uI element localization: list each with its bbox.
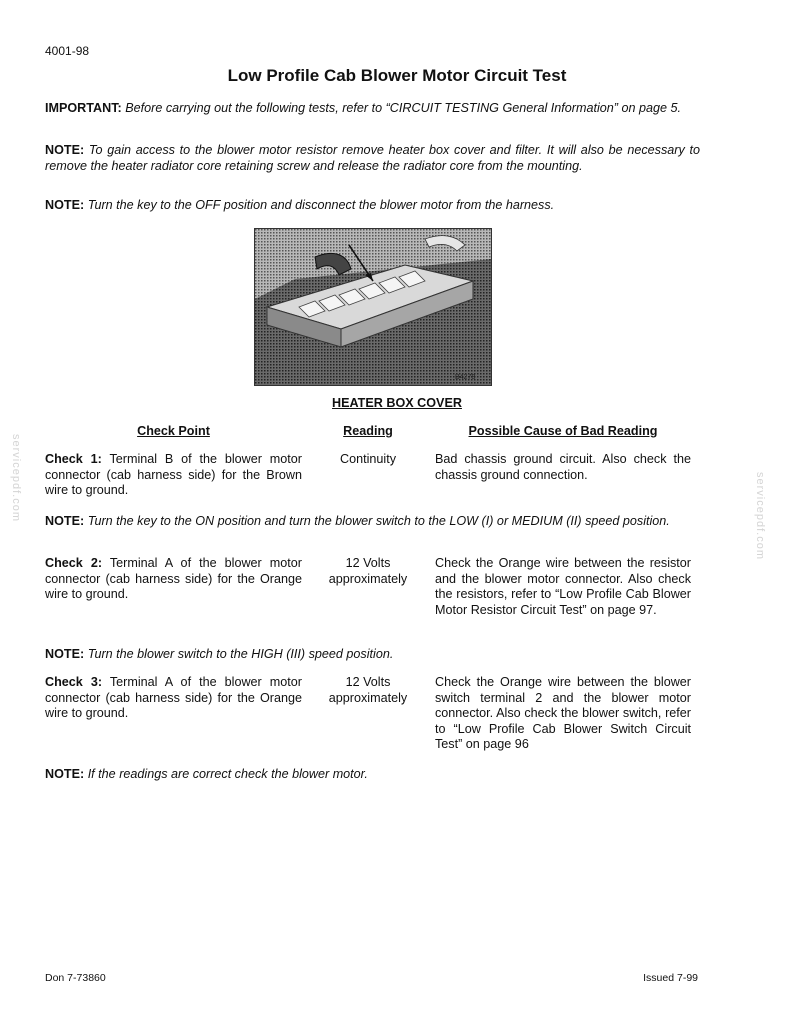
check-2-point [45, 556, 302, 603]
check-2-label: Check 2: [45, 556, 103, 570]
note-label: NOTE: [45, 647, 85, 661]
high-speed-note-text: Turn the blower switch to the HIGH (III) speed position. [87, 647, 394, 661]
check-3-label: Check 3: [45, 675, 103, 689]
check-1-point [45, 452, 302, 499]
footer-doc-ref: Don 7-73860 [45, 972, 106, 984]
check-3-reading-value: 12 Volts [345, 675, 391, 689]
heater-box-photo [254, 228, 492, 386]
page-title: Low Profile Cab Blower Motor Circuit Test [227, 66, 567, 85]
footer-issue-date: Issued 7-99 [643, 972, 698, 984]
check-3-cause: Check the Orange wire between the blower switch terminal 2 and the blower motor connector. Also check the blower switch, refer to “Low Profile Cab Blower Switch Circuit Test” on page 96 [435, 675, 691, 751]
note-label: NOTE: [45, 767, 85, 781]
key-off-note [45, 198, 700, 214]
col-header-check-point: Check Point [137, 424, 210, 438]
check-2-reading-qualifier: approximately [328, 571, 408, 586]
col-header-cause: Possible Cause of Bad Reading [468, 424, 658, 438]
check-1-cause: Bad chassis ground circuit. Also check the chassis ground connection. [435, 452, 691, 482]
important-note [45, 101, 700, 117]
check-3-reading-qualifier: approximately [328, 690, 408, 705]
access-note-text: To gain access to the blower motor resistor remove heater box cover and filter. It will also be necessary to remove the heater radiator core retaining screw and release the radiator core from the mounting. [45, 143, 701, 173]
check-3-point-text: Terminal A of the blower motor connector (cab harness side) for the Orange wire to ground. [45, 675, 302, 720]
check-2-reading [318, 556, 418, 587]
figure-tag: B4278 [455, 374, 476, 381]
check-2-cause: Check the Orange wire between the resistor and the blower motor connector. Also check the resistors, refer to “Low Profile Cab Blower Motor Resistor Circuit Test” on page 97. [435, 556, 691, 617]
heater-box-illustration [255, 229, 491, 385]
figure-caption: HEATER BOX COVER [332, 396, 462, 410]
col-header-reading: Reading [343, 424, 393, 438]
check-3-point [45, 675, 302, 722]
important-text: Before carrying out the following tests, refer to “CIRCUIT TESTING General Information” on page 5. [125, 101, 681, 115]
key-on-note [45, 514, 700, 530]
watermark-left: servicepdf.com [9, 434, 22, 522]
document-number: 4001-98 [45, 44, 90, 58]
check-1-reading: Continuity [339, 452, 396, 466]
high-speed-note [45, 647, 700, 663]
check-2-reading-value: 12 Volts [345, 556, 391, 570]
final-note [45, 767, 700, 783]
check-2-point-text: Terminal A of the blower motor connector (cab harness side) for the Orange wire to ground. [45, 556, 302, 601]
check-1-point-text: Terminal B of the blower motor connector (cab harness side) for the Brown wire to ground. [45, 452, 302, 497]
access-note [45, 143, 700, 174]
note-label: NOTE: [45, 143, 85, 157]
important-label: IMPORTANT: [45, 101, 122, 115]
check-3-reading [318, 675, 418, 706]
watermark-right: servicepdf.com [753, 472, 766, 560]
note-label: NOTE: [45, 514, 85, 528]
note-label: NOTE: [45, 198, 85, 212]
key-on-note-text: Turn the key to the ON position and turn the blower switch to the LOW (I) or MEDIUM (II) speed position. [87, 514, 670, 528]
final-note-text: If the readings are correct check the blower motor. [87, 767, 368, 781]
key-off-note-text: Turn the key to the OFF position and disconnect the blower motor from the harness. [87, 198, 555, 212]
check-1-label: Check 1: [45, 452, 102, 466]
